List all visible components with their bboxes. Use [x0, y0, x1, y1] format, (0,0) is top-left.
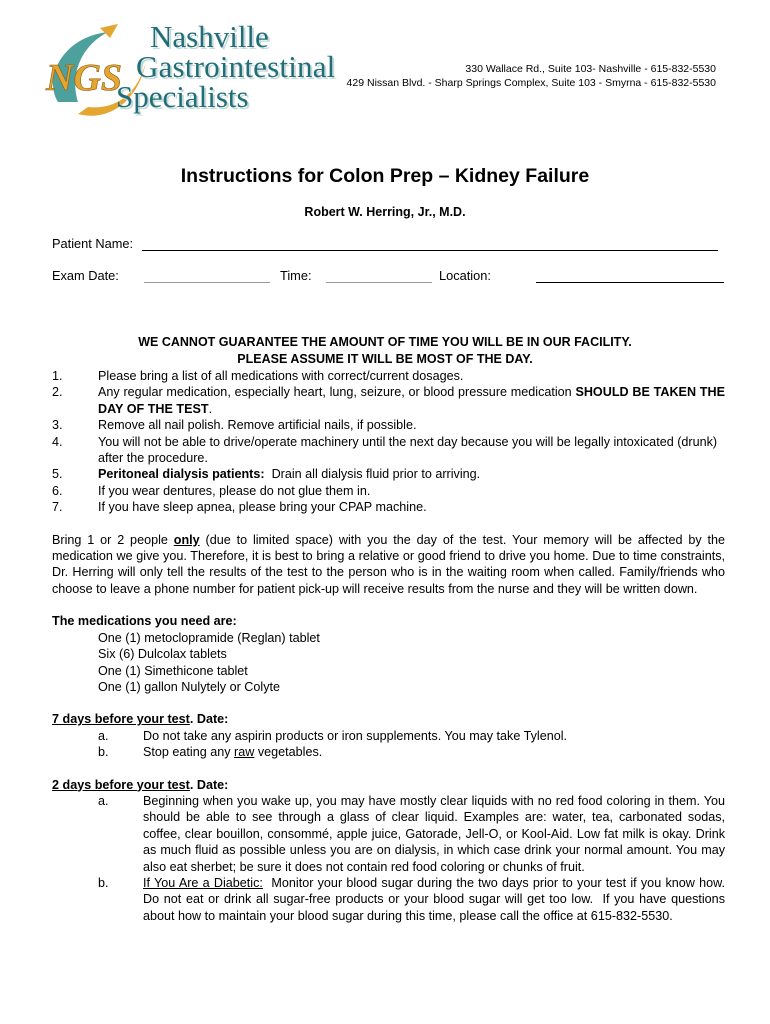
list-item: 4. You will not be able to drive/operate machinery until the next day because you will be legally intoxicated (drunk) after the procedure. — [52, 434, 718, 466]
time-label: Time: — [280, 268, 312, 283]
list-item: One (1) metoclopramide (Reglan) tablet — [98, 630, 320, 645]
medications-heading: The medications you need are: — [52, 614, 237, 629]
exam-row — [52, 268, 732, 300]
medications-list — [52, 630, 725, 696]
instructions-body — [52, 368, 732, 924]
address-line-2: 429 Nissan Blvd. - Sharp Springs Complex, Suite 103 - Smyrna - 615-832-5530 — [346, 77, 716, 89]
patient-name-field[interactable] — [142, 236, 718, 251]
logo-line-3: Specialists — [116, 79, 249, 114]
list-item: 7. If you have sleep apnea, please bring your CPAP machine. — [52, 500, 427, 515]
two-days-heading: 2 days before your test. Date: — [52, 777, 229, 792]
list-item: b. Stop eating any raw vegetables. — [98, 745, 323, 760]
page-title: Instructions for Colon Prep – Kidney Failure — [180, 165, 590, 187]
logo-wordmark — [116, 19, 336, 114]
list-item: 5. Peritoneal dialysis patients: Drain all dialysis fluid prior to arriving. — [52, 467, 481, 482]
list-item: a. Do not take any aspirin products or iron supplements. You may take Tylenol. — [98, 728, 567, 743]
office-addresses — [347, 62, 716, 90]
location-label: Location: — [439, 268, 491, 283]
instructions-list — [52, 368, 725, 516]
doctor-name: Robert W. Herring, Jr., M.D. — [304, 205, 466, 219]
list-item: One (1) Simethicone tablet — [98, 663, 248, 678]
logo-line-2: Gastrointestinal — [136, 49, 336, 84]
warning-line-1: WE CANNOT GUARANTEE THE AMOUNT OF TIME YOU WILL BE IN OUR FACILITY. — [138, 335, 632, 349]
time-warning — [0, 334, 770, 367]
patient-fields — [52, 236, 732, 300]
list-item: 3. Remove all nail polish. Remove artificial nails, if possible. — [52, 418, 417, 433]
warning-line-2: PLEASE ASSUME IT WILL BE MOST OF THE DAY. — [237, 351, 533, 366]
list-item: 1. Please bring a list of all medications with correct/current dosages. — [52, 369, 464, 383]
logo-monogram: NGS — [46, 57, 123, 99]
time-field[interactable] — [326, 268, 432, 283]
list-item: a. Beginning when you wake up, you may have mostly clear liquids with no red food coloring in them. You should be able to see through a glass of clear liquid. Examples are: water, tea, carbonated sodas, coffee, clear bouillon, consommé, apple juice, Gatorade, Jell-O, or Kool-Aid. Low fat milk is okay. Drink as much fluid as possible unless you are on dialysis, in which case drink your normal amount. You may also eat sherbet; be sure it does not contain red food coloring or chunks of fruit. — [98, 793, 725, 874]
ngs-logo — [38, 19, 336, 127]
bring-people-paragraph: Bring 1 or 2 people only (due to limited space) with you the day of the test. Your memory will be affected by the medication we give you. Therefore, it is best to bring a relative or good friend to drive you home. Due to time constraints, Dr. Herring will only tell the results of the test to the person who is in the waiting room when called. Family/friends who choose to leave a phone number for patient pick-up will receive results from the nurse and they will be written down. — [52, 532, 725, 596]
list-item: 6. If you wear dentures, please do not glue them in. — [52, 483, 371, 498]
seven-days-heading: 7 days before your test. Date: — [52, 712, 229, 727]
exam-date-label: Exam Date: — [52, 268, 119, 283]
list-item: One (1) gallon Nulytely or Colyte — [98, 679, 280, 694]
patient-name-label: Patient Name: — [52, 236, 134, 251]
patient-name-row — [52, 236, 732, 268]
logo-line-1: Nashville — [150, 19, 269, 54]
exam-date-field[interactable] — [144, 268, 270, 283]
address-line-1: 330 Wallace Rd., Suite 103- Nashville - 615-832-5530 — [465, 63, 716, 75]
location-field[interactable] — [536, 268, 724, 283]
list-item: b. If You Are a Diabetic: Monitor your blood sugar during the two days prior to your test if you know how. Do not eat or drink all sugar-free products or your blood sugar will get too low. If you have questions about how to maintain your blood sugar during this time, please call the office at 615-832-5530. — [98, 875, 732, 923]
list-item: Six (6) Dulcolax tablets — [98, 647, 227, 662]
list-item: 2. Any regular medication, especially heart, lung, seizure, or blood pressure medication SHOULD BE TAKEN THE DAY OF THE TEST. — [52, 385, 725, 416]
